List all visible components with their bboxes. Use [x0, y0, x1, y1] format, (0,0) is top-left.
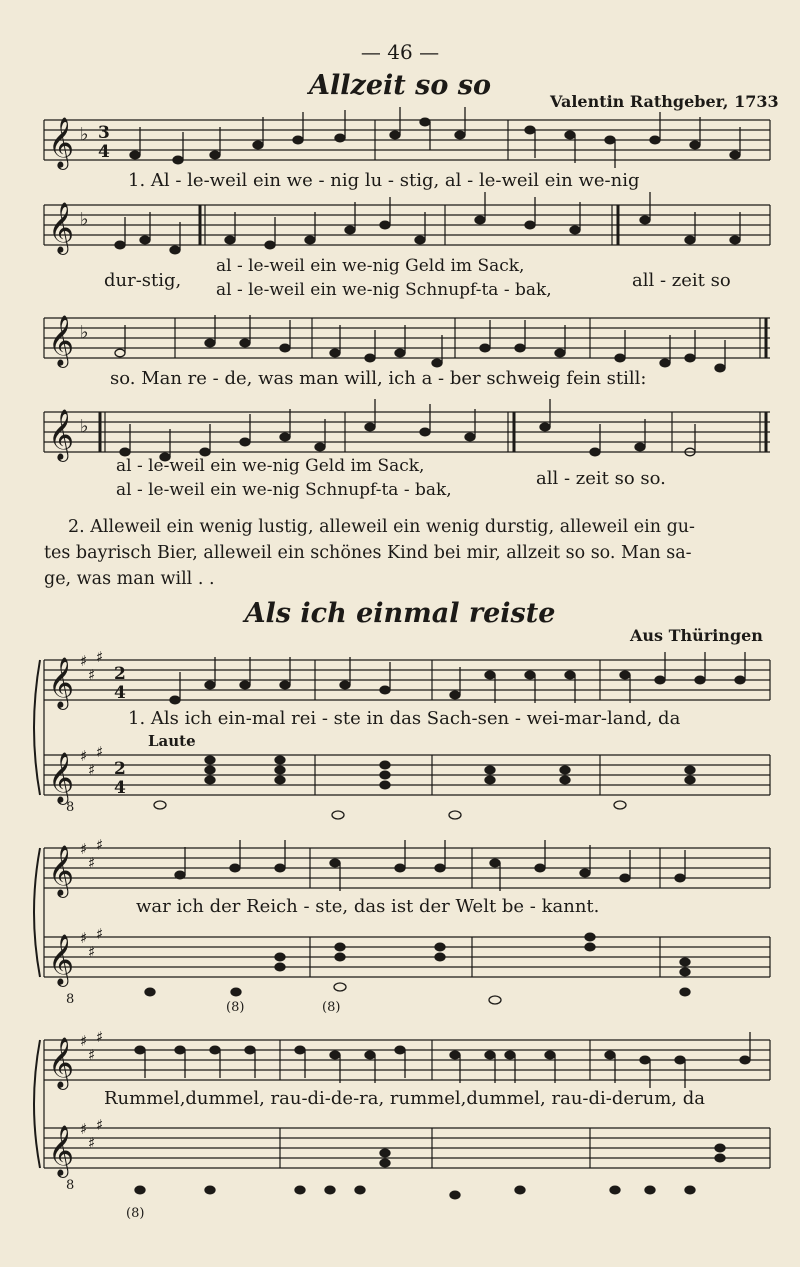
svg-text:♯: ♯	[80, 652, 88, 670]
staff-4	[44, 412, 770, 452]
lyric-line-2b: al - le-weil ein we-nig Geld im Sack,	[216, 256, 525, 276]
page-number: — 46 —	[360, 40, 440, 64]
svg-text:♯: ♯	[96, 925, 104, 943]
lyric-line-4a: al - le-weil ein we-nig Geld im Sack,	[116, 456, 425, 476]
svg-text:♯: ♯	[96, 1028, 104, 1046]
paren-8-mark: (8)	[126, 1206, 145, 1221]
lyric-line-4c: all - zeit so so.	[536, 468, 666, 489]
flat-key-icon: ♭	[80, 416, 89, 437]
song2-lyric-line-2: war ich der Reich - ste, das ist der Welt be - kannt.	[136, 896, 600, 917]
octave-mark: 8	[66, 1178, 75, 1193]
staff-6-voice	[44, 848, 770, 888]
svg-text:♯: ♯	[80, 1032, 88, 1050]
svg-text:4: 4	[114, 683, 126, 703]
verse-2-line-3: ge, was man will . .	[44, 569, 215, 589]
flat-key-icon: ♭	[80, 124, 89, 145]
lute-label: Laute	[148, 732, 196, 750]
octave-mark: 8	[66, 992, 75, 1007]
treble-clef-icon: 𝄞	[48, 1037, 75, 1088]
verse-2-line-2: tes bayrisch Bier, alleweil ein schönes Kind bei mir, allzeit so so. Man sa-	[44, 543, 692, 563]
paren-8-mark: (8)	[226, 1000, 245, 1015]
treble-clef-icon: 𝄞	[48, 934, 75, 985]
paren-8-mark: (8)	[322, 1000, 341, 1015]
svg-text:♯: ♯	[80, 1120, 88, 1138]
origin-credit: Aus Thüringen	[630, 626, 763, 645]
song-title-als-ich: Als ich einmal reiste	[244, 598, 556, 629]
treble-clef-icon: 𝄞	[48, 1125, 75, 1176]
treble-clef-icon: 𝄞	[48, 117, 75, 168]
lyric-line-1: 1. Al - le-weil ein we - nig lu - stig, al - le-weil ein we-nig	[128, 170, 640, 191]
svg-text:2: 2	[114, 759, 126, 779]
flat-key-icon: ♭	[80, 209, 89, 230]
svg-text:♯: ♯	[96, 836, 104, 854]
treble-clef-icon: 𝄞	[48, 657, 75, 708]
flat-key-icon: ♭	[80, 322, 89, 343]
svg-text:♯: ♯	[88, 1046, 96, 1064]
treble-clef-icon: 𝄞	[48, 409, 75, 460]
staff-1	[44, 120, 770, 160]
song2-lyric-line-3: Rummel,dummel, rau-di-de-ra, rummel,dummel, rau-di-derum, da	[104, 1088, 706, 1109]
composer-credit: Valentin Rathgeber, 1733	[550, 92, 779, 111]
svg-text:3: 3	[98, 123, 110, 143]
lyric-line-2c: al - le-weil ein we-nig Schnupf-ta - bak,	[216, 280, 552, 300]
svg-text:4: 4	[98, 142, 110, 162]
svg-text:♯: ♯	[88, 854, 96, 872]
svg-text:♯: ♯	[88, 943, 96, 961]
svg-text:♯: ♯	[80, 747, 88, 765]
song2-lyric-line-1: 1. Als ich ein-mal rei - ste in das Sach-sen - wei-mar-land, da	[128, 708, 681, 729]
treble-clef-icon: 𝄞	[48, 315, 75, 366]
octave-mark: 8	[66, 800, 75, 815]
staff-2	[44, 205, 770, 245]
svg-text:♯: ♯	[96, 648, 104, 666]
verse-2-line-1: 2. Alleweil ein wenig lustig, alleweil ein wenig durstig, alleweil ein gu-	[68, 517, 695, 537]
lyric-line-4b: al - le-weil ein we-nig Schnupf-ta - bak,	[116, 480, 452, 500]
song2-time-signature	[112, 662, 114, 663]
svg-text:2: 2	[114, 664, 126, 684]
svg-text:♯: ♯	[96, 743, 104, 761]
svg-text:4: 4	[114, 778, 126, 798]
staff-7-voice	[44, 1040, 770, 1080]
treble-clef-icon: 𝄞	[48, 202, 75, 253]
svg-text:♯: ♯	[88, 761, 96, 779]
lyric-line-2d: all - zeit so	[632, 270, 731, 291]
lyric-line-3: so. Man re - de, was man will, ich a - ber schweig fein still:	[110, 368, 647, 389]
svg-text:♯: ♯	[88, 666, 96, 684]
treble-clef-icon: 𝄞	[48, 752, 75, 803]
staff-3	[44, 318, 770, 358]
svg-text:♯: ♯	[80, 840, 88, 858]
song-title-allzeit: Allzeit so so	[309, 70, 491, 101]
svg-text:♯: ♯	[96, 1116, 104, 1134]
sharp-key-icon	[80, 648, 103, 1152]
svg-text:♯: ♯	[88, 1134, 96, 1152]
treble-clef-icon: 𝄞	[48, 845, 75, 896]
lyric-line-2a: dur-stig,	[104, 270, 182, 291]
svg-text:♯: ♯	[80, 929, 88, 947]
